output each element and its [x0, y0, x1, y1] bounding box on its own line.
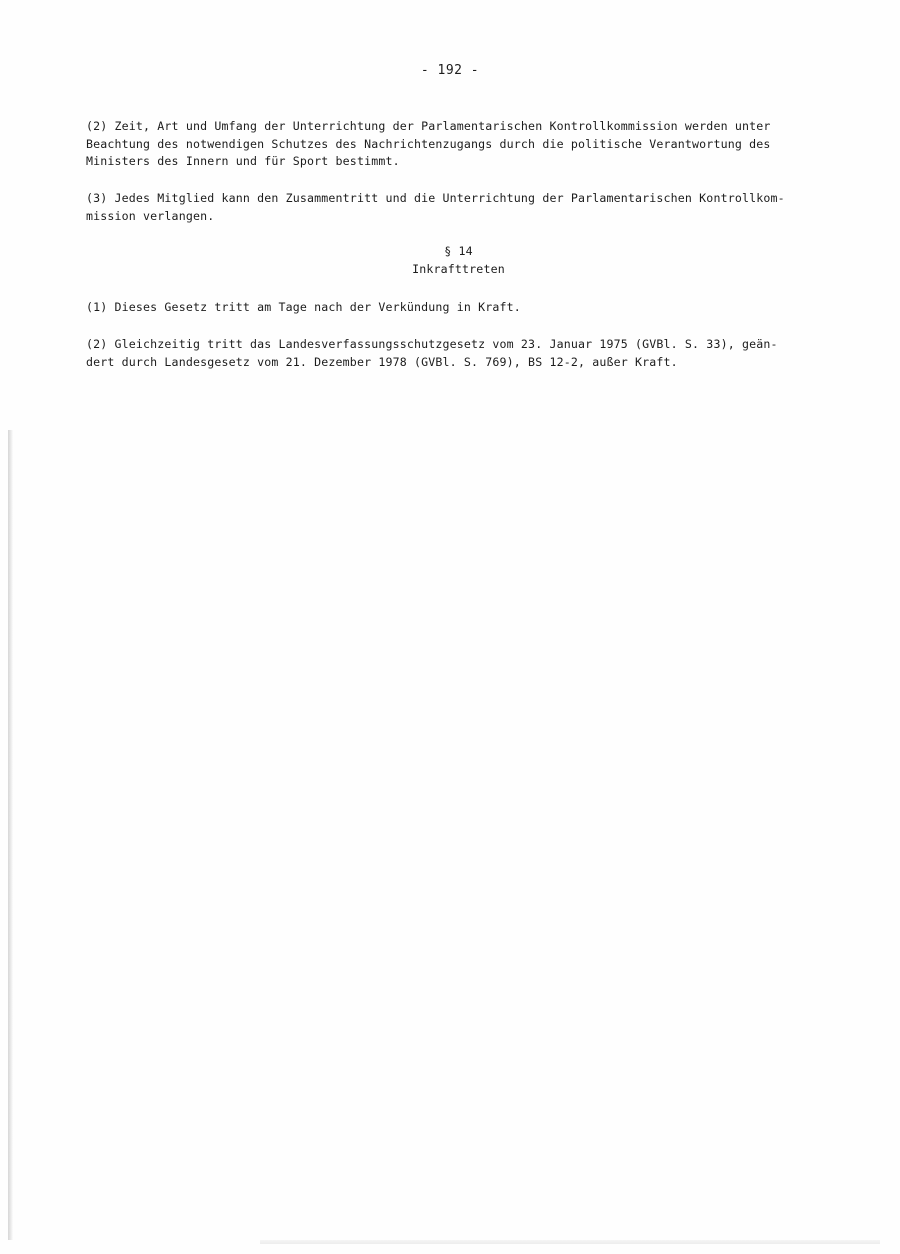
paragraph-line: (2) Zeit, Art und Umfang der Unterrichtung der Parlamentarischen Kontrollkommission werden unter	[86, 119, 771, 133]
paragraph-13-3	[86, 190, 831, 225]
paragraph-13-2	[86, 118, 831, 171]
paragraph-line: dert durch Landesgesetz vom 21. Dezember 1978 (GVBl. S. 769), BS 12-2, außer Kraft.	[86, 354, 678, 369]
scan-shadow-bottom	[260, 1240, 880, 1244]
paragraph-line: mission verlangen.	[86, 208, 215, 223]
paragraph-line: (1) Dieses Gesetz tritt am Tage nach der Verkündung in Kraft.	[86, 300, 521, 314]
paragraph-14-2	[86, 336, 831, 371]
paragraph-line: (3) Jedes Mitglied kann den Zusammentritt und die Unterrichtung der Parlamentarischen Kontrollkom-	[86, 191, 785, 205]
section-title: Inkrafttreten	[412, 261, 505, 276]
paragraph-line: Beachtung des notwendigen Schutzes des Nachrichtenzugangs durch die politische Verantwortung des	[86, 136, 771, 151]
paragraph-14-1	[86, 299, 831, 317]
section-number: § 14	[444, 244, 473, 258]
page-number: - 192 -	[420, 63, 480, 78]
scan-shadow-left	[8, 430, 13, 1240]
paragraph-line: Ministers des Innern und für Sport bestimmt.	[86, 154, 400, 168]
section-heading	[86, 243, 831, 278]
paragraph-line: (2) Gleichzeitig tritt das Landesverfassungsschutzgesetz vom 23. Januar 1975 (GVBl. S. 33), geän-	[86, 337, 778, 351]
